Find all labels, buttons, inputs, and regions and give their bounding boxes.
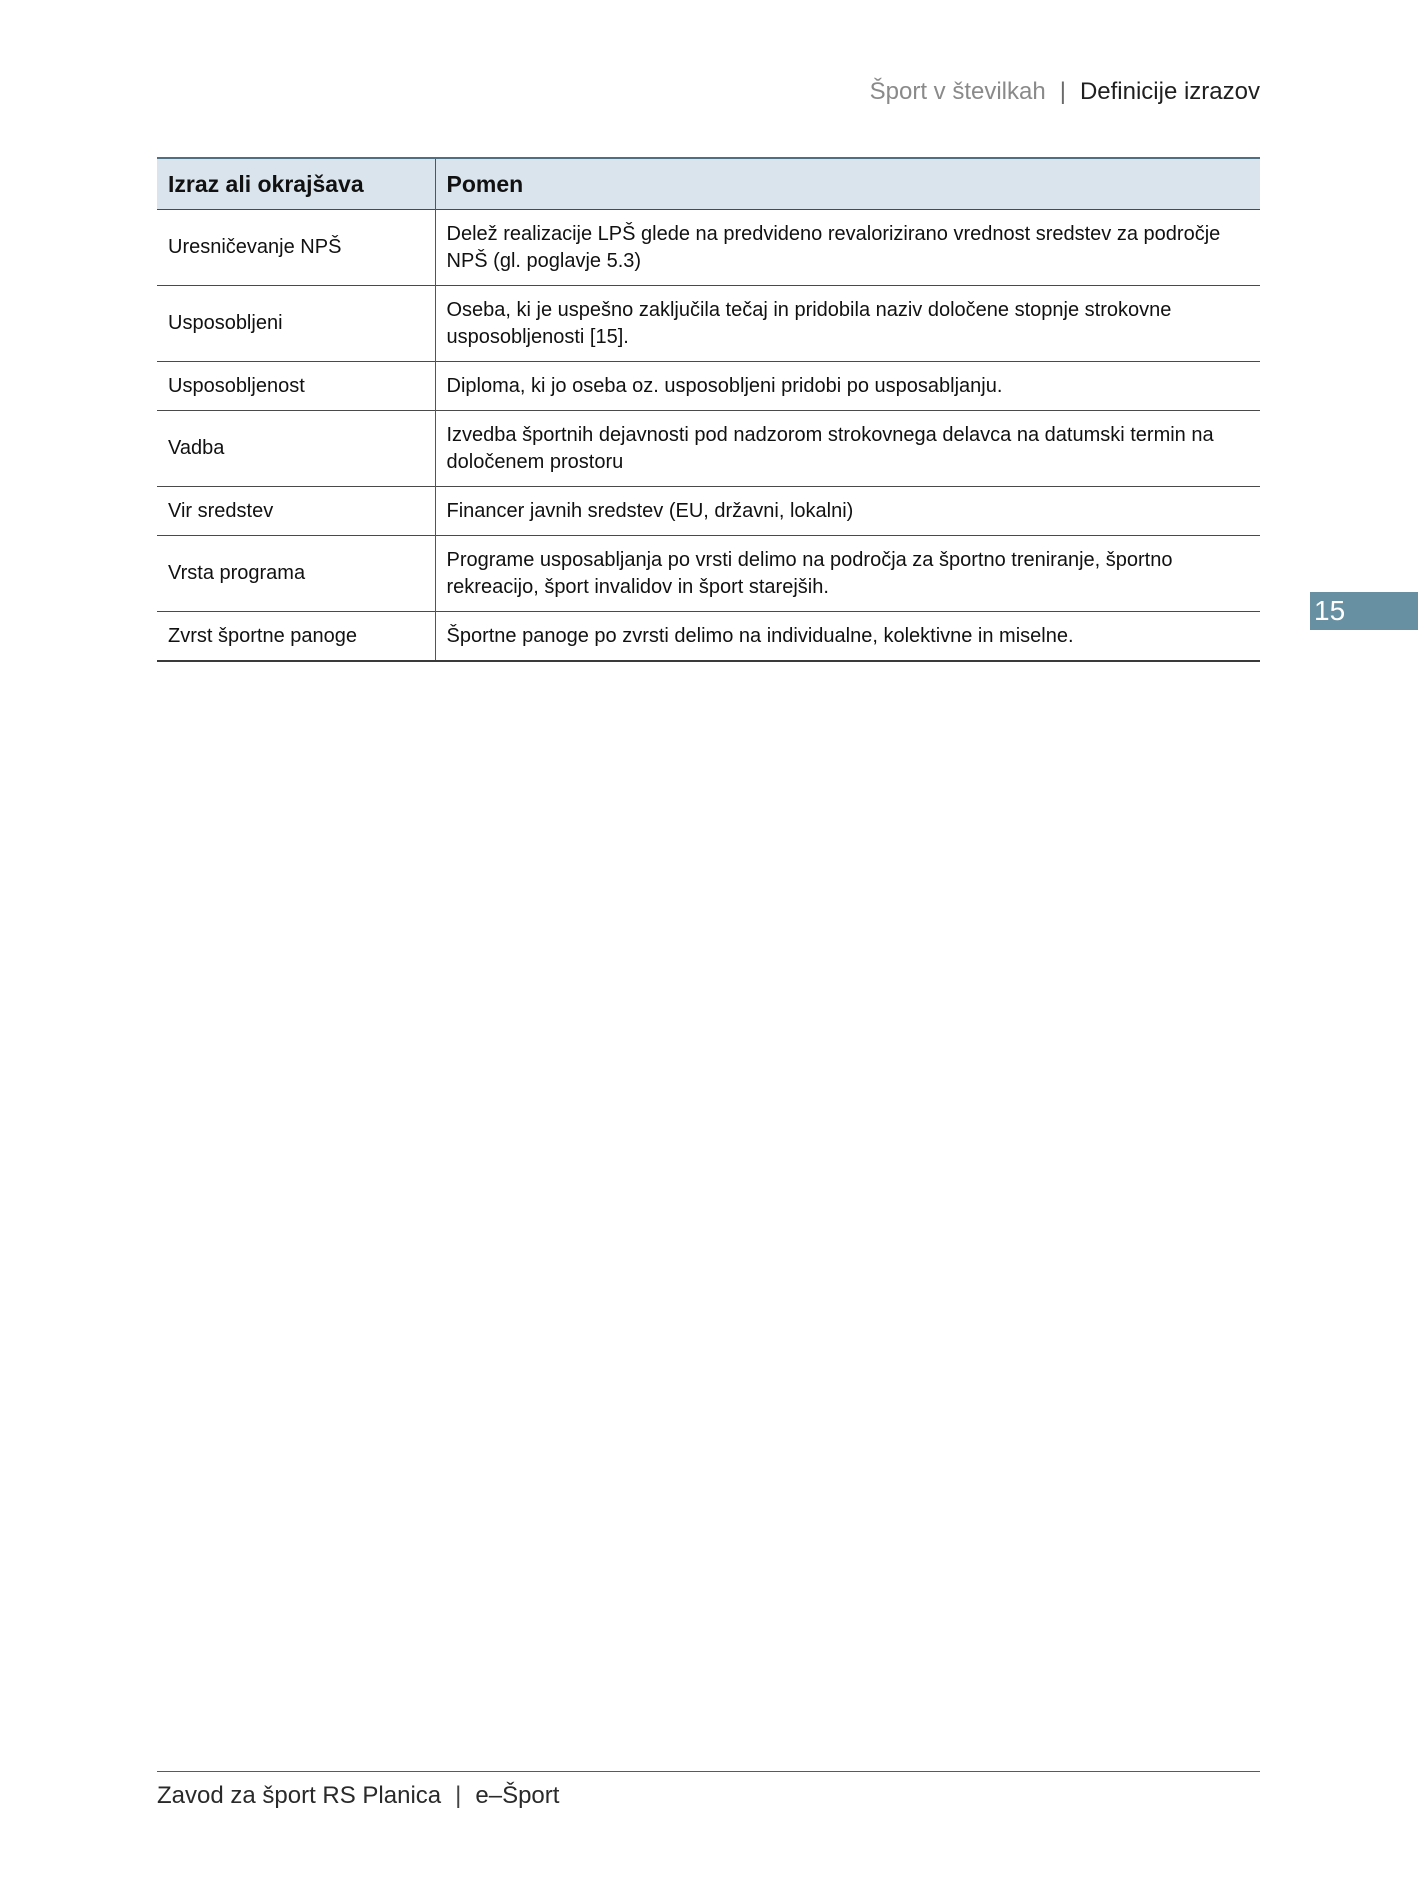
term-cell: Vadba <box>157 411 435 487</box>
term-cell: Zvrst športne panoge <box>157 612 435 662</box>
term-cell: Usposobljeni <box>157 286 435 362</box>
table-row <box>157 362 1260 411</box>
meaning-cell: Izvedba športnih dejavnosti pod nadzorom strokovnega delavca na datumski termin na določenem prostoru <box>435 411 1260 487</box>
term-cell: Usposobljenost <box>157 362 435 411</box>
table-row <box>157 411 1260 487</box>
column-header-meaning: Pomen <box>435 158 1260 210</box>
footer-product: e–Šport <box>475 1782 560 1809</box>
header-separator: | <box>1059 78 1066 105</box>
meaning-cell: Športne panoge po zvrsti delimo na individualne, kolektivne in miselne. <box>435 612 1260 662</box>
meaning-cell: Delež realizacije LPŠ glede na predvideno revalorizirano vrednost sredstev za področje NPŠ (gl. poglavje 5.3) <box>435 210 1260 286</box>
page-footer <box>157 1780 559 1812</box>
table-row <box>157 536 1260 612</box>
running-header <box>870 78 1260 107</box>
table-row <box>157 612 1260 662</box>
footer-separator: | <box>455 1782 462 1809</box>
column-header-term: Izraz ali okrajšava <box>157 158 435 210</box>
publication-title: Šport v številkah <box>869 78 1046 105</box>
meaning-cell: Programe usposabljanja po vrsti delimo na področja za športno treniranje, športno rekreacijo, šport invalidov in šport starejših. <box>435 536 1260 612</box>
table-header <box>157 158 1260 210</box>
meaning-cell: Oseba, ki je uspešno zaključila tečaj in pridobila naziv določene stopnje strokovne usposobljenosti [15]. <box>435 286 1260 362</box>
table-body <box>157 210 1260 662</box>
term-cell: Vir sredstev <box>157 487 435 536</box>
footer-organization: Zavod za šport RS Planica <box>157 1782 442 1809</box>
footer-divider <box>157 1771 1260 1772</box>
table-row <box>157 286 1260 362</box>
table-row <box>157 487 1260 536</box>
table-header-row <box>157 158 1260 210</box>
term-cell: Uresničevanje NPŠ <box>157 210 435 286</box>
meaning-cell: Financer javnih sredstev (EU, državni, lokalni) <box>435 487 1260 536</box>
page-number-tab: 15 <box>1310 592 1418 630</box>
definitions-table <box>157 157 1260 662</box>
section-title: Definicije izrazov <box>1079 78 1260 105</box>
meaning-cell: Diploma, ki jo oseba oz. usposobljeni pridobi po usposabljanju. <box>435 362 1260 411</box>
table-row <box>157 210 1260 286</box>
term-cell: Vrsta programa <box>157 536 435 612</box>
